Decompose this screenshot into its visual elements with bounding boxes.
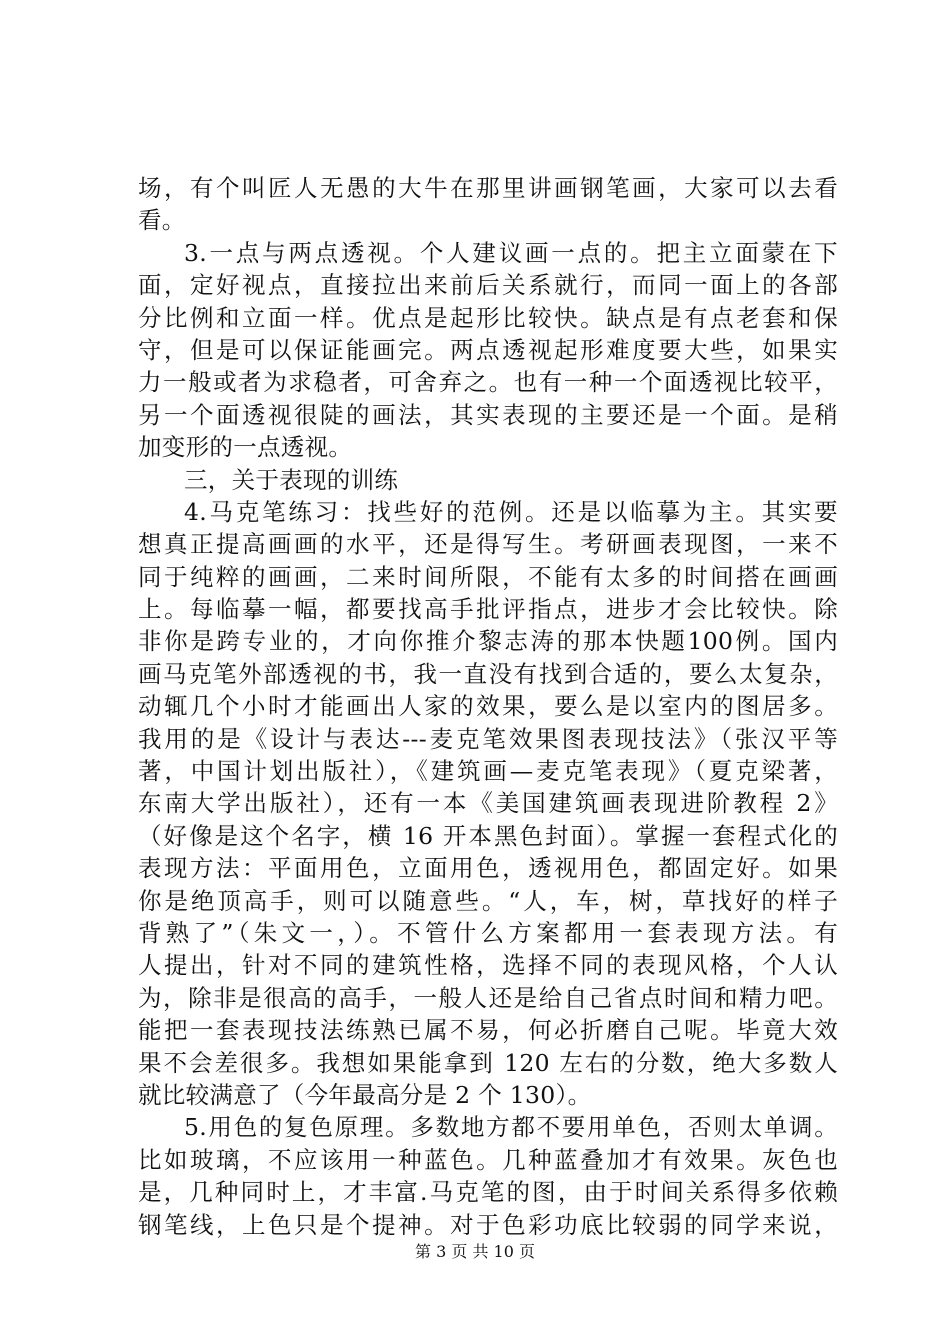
text-line: 为，除非是很高的高手，一般人还是给自己省点时间和精力吧。 xyxy=(138,983,838,1012)
text-line: 非你是跨专业的，才向你推介黎志涛的那本快题100例。国内 xyxy=(138,627,838,656)
text-line: 4.马克笔练习：找些好的范例。还是以临摹为主。其实要 xyxy=(184,497,838,526)
text-line: 分比例和立面一样。优点是起形比较快。缺点是有点老套和保 xyxy=(138,303,838,332)
text-line: 就比较满意了（今年最高分是 2 个 130）。 xyxy=(138,1080,592,1109)
text-line: 看。 xyxy=(138,206,186,235)
text-line: 3.一点与两点透视。个人建议画一点的。把主立面蒙在下 xyxy=(184,238,838,267)
text-line: 钢笔线，上色只是个提神。对于色彩功底比较弱的同学来说， xyxy=(138,1210,838,1239)
text-line: 表现方法：平面用色，立面用色，透视用色，都固定好。如果 xyxy=(138,854,838,883)
text-line: 画马克笔外部透视的书，我一直没有找到合适的，要么太复杂， xyxy=(138,659,838,688)
text-line: 面，定好视点，直接拉出来前后关系就行，而同一面上的各部 xyxy=(138,271,838,300)
text-line: 力一般或者为求稳者，可舍弃之。也有一种一个面透视比较平， xyxy=(138,368,838,397)
text-line: 守，但是可以保证能画完。两点透视起形难度要大些，如果实 xyxy=(138,335,838,364)
text-line: 动辄几个小时才能画出人家的效果，要么是以室内的图居多。 xyxy=(138,692,838,721)
text-line: 另一个面透视很陡的画法，其实表现的主要还是一个面。是稍 xyxy=(138,400,838,429)
text-line: 是，几种同时上，才丰富.马克笔的图，由于时间关系得多依赖 xyxy=(138,1178,838,1207)
text-line: 能把一套表现技法练熟已属不易，何必折磨自己呢。毕竟大效 xyxy=(138,1016,838,1045)
text-line: 果不会差很多。我想如果能拿到 120 左右的分数，绝大多数人 xyxy=(138,1048,838,1077)
body-text xyxy=(138,172,838,1241)
page-footer: 第 3 页 共 10 页 xyxy=(415,1242,535,1261)
text-line: 你是绝顶高手，则可以随意些。“人，车，树，草找好的样子 xyxy=(138,886,838,915)
text-line: 三，关于表现的训练 xyxy=(184,465,399,494)
text-line: 东南大学出版社），还有一本《美国建筑画表现进阶教程 2》 xyxy=(138,789,838,818)
text-line: 场，有个叫匠人无愚的大牛在那里讲画钢笔画，大家可以去看 xyxy=(138,174,838,202)
text-line: 想真正提高画画的水平，还是得写生。考研画表现图，一来不 xyxy=(138,530,838,559)
text-line: （好像是这个名字，横 16 开本黑色封面）。掌握一套程式化的 xyxy=(138,821,838,850)
text-line: 上。每临摹一幅，都要找高手批评指点，进步才会比较快。除 xyxy=(138,595,838,624)
text-line: 人提出，针对不同的建筑性格，选择不同的表现风格，个人认 xyxy=(138,951,838,980)
text-line: 我用的是《设计与表达---麦克笔效果图表现技法》（张汉平等 xyxy=(138,724,838,753)
text-line: 比如玻璃，不应该用一种蓝色。几种蓝叠加才有效果。灰色也 xyxy=(138,1145,838,1174)
text-line: 加变形的一点透视。 xyxy=(138,433,353,462)
text-line: 5.用色的复色原理。多数地方都不要用单色，否则太单调。 xyxy=(184,1113,838,1142)
text-line: 著，中国计划出版社），《建筑画—麦克笔表现》（夏克梁著， xyxy=(138,757,838,786)
text-line: 背熟了”（朱文一，）。不管什么方案都用一套表现方法。有 xyxy=(138,918,838,947)
text-line: 同于纯粹的画画，二来时间所限，不能有太多的时间搭在画画 xyxy=(138,562,838,591)
